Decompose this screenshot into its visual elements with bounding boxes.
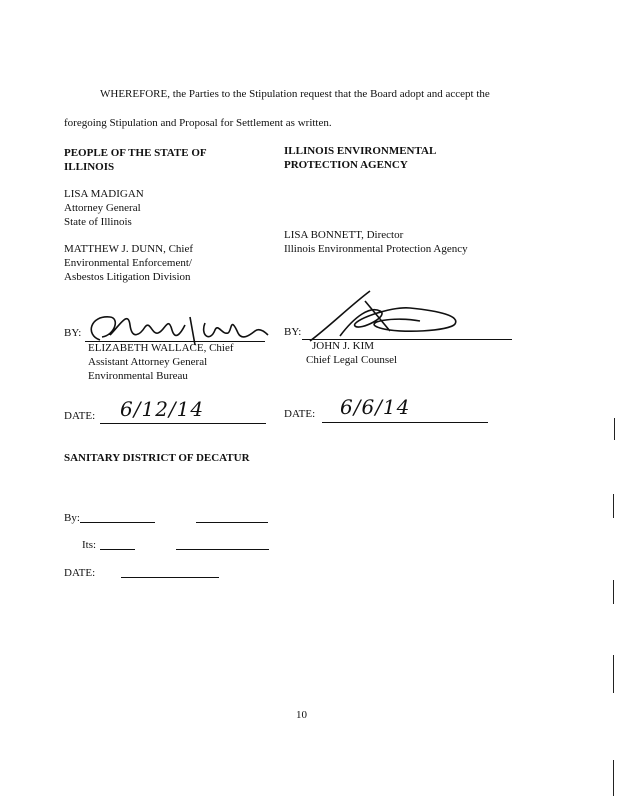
page-number: 10	[296, 709, 307, 721]
district-by-line-1	[80, 521, 155, 523]
district-its-label: Its:	[82, 539, 97, 551]
chief-title-1: Environmental Enforcement/	[64, 257, 192, 269]
director-name: LISA BONNETT, Director	[284, 229, 404, 241]
district-its-line-2	[176, 548, 269, 550]
scan-mark-4	[613, 655, 614, 693]
scan-mark-1	[614, 418, 615, 440]
left-by-label: BY:	[64, 327, 82, 339]
right-date-line	[322, 421, 488, 423]
right-date-value: 6/6/14	[340, 395, 411, 419]
ag-title-2: State of Illinois	[64, 216, 132, 228]
ag-name: LISA MADIGAN	[64, 188, 144, 200]
kim-title: Chief Legal Counsel	[306, 354, 398, 366]
scan-mark-2	[613, 494, 614, 518]
wallace-title-1: Assistant Attorney General	[88, 356, 208, 368]
right-party-title-1: ILLINOIS ENVIRONMENTAL	[284, 145, 437, 157]
right-date-label: DATE:	[284, 408, 316, 420]
district-by-line-2	[196, 521, 268, 523]
scan-mark-3	[613, 580, 614, 604]
left-date-line	[100, 422, 266, 424]
kim-signature	[300, 286, 480, 346]
left-party-title-1: PEOPLE OF THE STATE OF	[64, 147, 207, 159]
district-its-line-1	[100, 548, 135, 550]
closing-line-1: WHEREFORE, the Parties to the Stipulation request that the Board adopt and accept the	[100, 88, 490, 100]
closing-line-2: foregoing Stipulation and Proposal for Settlement as written.	[64, 117, 332, 129]
chief-name: MATTHEW J. DUNN, Chief	[64, 243, 194, 255]
left-party-title-2: ILLINOIS	[64, 161, 115, 173]
wallace-title-2: Environmental Bureau	[88, 370, 188, 382]
left-date-label: DATE:	[64, 410, 96, 422]
district-date-label: DATE:	[64, 567, 96, 579]
district-title: SANITARY DISTRICT OF DECATUR	[64, 452, 250, 464]
kim-name: JOHN J. KIM	[312, 340, 375, 352]
district-by-label: By:	[64, 512, 80, 524]
district-date-line	[121, 576, 219, 578]
left-date-value: 6/12/14	[120, 397, 205, 421]
chief-title-2: Asbestos Litigation Division	[64, 271, 191, 283]
ag-title-1: Attorney General	[64, 202, 141, 214]
right-party-title-2: PROTECTION AGENCY	[284, 159, 408, 171]
wallace-name: ELIZABETH WALLACE, Chief	[88, 342, 234, 354]
director-title: Illinois Environmental Protection Agency	[284, 243, 468, 255]
right-by-label: BY:	[284, 326, 302, 338]
scan-mark-5	[613, 760, 614, 796]
